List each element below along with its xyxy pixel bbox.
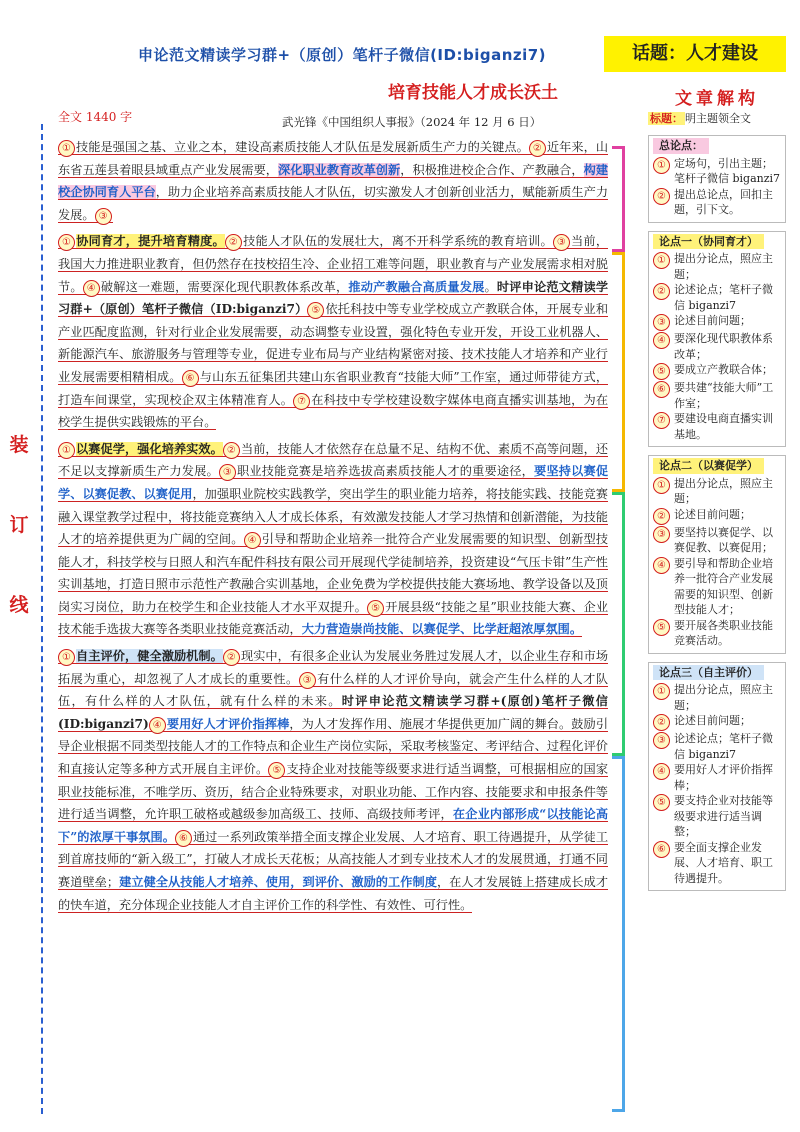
bracket-point-1 <box>612 252 625 492</box>
sentence-number: ⑤ <box>307 302 324 319</box>
structure-item-number: ① <box>653 477 670 494</box>
structure-item-text: 提出分论点，照应主题； <box>674 476 773 505</box>
sentence-text: 当前，技能人才依然存在总量不足、结构不优、素质不高等问题，还不足以支撑新质生产力发展。 <box>58 441 609 479</box>
sentence-number: ④ <box>244 532 261 549</box>
sentence-text: 在科技中专学校建设数字媒体电商直播实训基地，为在校学生提供实践锻炼的平台。 <box>58 392 609 430</box>
structure-item <box>653 362 781 380</box>
structure-item-text: 要支持企业对技能等级要求进行适当调整； <box>674 794 773 838</box>
structure-item-number: ③ <box>653 314 670 331</box>
sentence-text: ，为人才发挥作用、施展才华提供更加广阔的舞台。鼓励引导企业根据不同类型技能人才的工作特点和企业生产岗位实际，采取考核鉴定、考评结合、过程化评价和直接认定等多种方式开展自主评价。 <box>58 716 609 777</box>
key-phrase: 建立健全从技能人才培养、使用，到评价、激励的工作制度 <box>119 875 437 889</box>
structure-item-number: ⑤ <box>653 619 670 636</box>
structure-item-number: ⑥ <box>653 381 670 398</box>
sentence-number: ⑤ <box>268 762 285 779</box>
sentence-text: 支持企业对技能等级要求进行适当调整，可根据相应的国家职业技能标准，不唯学历、资历，结合企业特殊要求，对职业功能、工作内容、技能要求和申报条件等进行适当调整，允许职工破格或越级参加高级工、技师、高级技师考评， <box>58 762 609 822</box>
structure-item-text: 提出总论点，回扣主题，引下文。 <box>674 187 773 216</box>
structure-item <box>653 793 781 840</box>
sentence-number: ④ <box>83 280 100 297</box>
structure-item-text: 要全面支撑企业发展、人才培育、职工待遇提升。 <box>674 840 773 885</box>
sentence-text: 现实中，有很多企业认为发展业务胜过发展人才，以企业生存和市场拓展为重心，却忽视了人才成长的重要性。 <box>58 649 609 686</box>
structure-box <box>648 455 786 654</box>
sub-thesis: 协同育才，提升培育精度。 <box>76 234 225 249</box>
structure-item <box>653 731 781 762</box>
sentence-text: 技能人才队伍的发展壮大，离不开科学系统的教育培训。 <box>242 234 553 249</box>
key-phrase: 要用好人才评价指挥棒 <box>166 716 290 731</box>
sentence-number: ⑤ <box>367 600 384 617</box>
structure-item-number: ① <box>653 252 670 269</box>
structure-item <box>653 840 781 887</box>
structure-item-number: ⑤ <box>653 363 670 380</box>
sentence-text: ，在人才发展链上搭建成长成才的快车道，充分体现企业技能人才自主评价工作的科学性、有效性、可行性。 <box>58 875 609 912</box>
word-count: 全文 1440 字 <box>58 110 133 124</box>
key-phrase: 推动产教融合高质量发展 <box>348 279 485 294</box>
intro-tag: 标题： <box>650 112 683 125</box>
sentence-text: 当前，我国大力推进职业教育，但仍然存在技校招生冷、企业招工难等问题，职业教育与产业发展需求相对脱节。 <box>58 234 609 294</box>
structure-item-text: 要成立产教联合体； <box>674 363 773 376</box>
structure-item-number: ① <box>653 157 670 174</box>
structure-item-text: 提出分论点，照应主题； <box>674 252 773 281</box>
sentence-number: ③ <box>219 464 236 481</box>
structure-item <box>653 556 781 618</box>
bracket-point-2 <box>612 492 625 756</box>
structure-item <box>653 156 781 187</box>
structure-item-number: ⑦ <box>653 412 670 429</box>
sentence-number: ① <box>58 442 75 459</box>
structure-item <box>653 682 781 713</box>
structure-box <box>648 662 786 892</box>
sentence-text: 开展县级“技能之星”职业技能大赛、企业技术能手选拔大赛等各类职业技能竞赛活动， <box>58 599 609 637</box>
sentence-text: 技能是强国之基、立业之本，建设高素质技能人才队伍是发展新质生产力的关键点。 <box>76 140 529 154</box>
sentence-number: ③ <box>299 672 316 689</box>
key-phrase: 在企业内部形成“以技能论高下”的浓厚干事氛围。 <box>58 807 609 844</box>
paragraph <box>58 645 608 916</box>
structure-item <box>653 762 781 793</box>
sentence-text: ，加强职业院校实践教学，突出学生的职业能力培养，将技能实践、技能竞赛融入课堂教学过程中，将技能竞赛纳入人才成长体系，有效激发技能人才学习热情和创新潜能，为技能人才的培养提供更为广阔的空间。 <box>58 486 608 547</box>
sentence-text: 职业技能竞赛是培养选拔高素质技能人才的重要途径， <box>236 464 534 479</box>
structure-item <box>653 380 781 411</box>
sentence-text: 。 <box>484 279 497 294</box>
sentence-number: ② <box>225 234 242 251</box>
structure-item <box>653 525 781 556</box>
structure-item-text: 论述目前问题； <box>674 507 751 521</box>
watermark-line: 时评申论范文精读学习群+(原创)笔杆子微信(ID:biganzi7) <box>58 694 608 731</box>
binding-mark: 订 <box>9 514 29 536</box>
structure-item-number: ① <box>653 683 670 700</box>
structure-item-text: 要共建“技能大师”工作室； <box>674 381 774 410</box>
structure-item <box>653 313 781 331</box>
sentence-number: ⑥ <box>175 830 192 847</box>
header-line: 申论范文精读学习群+（原创）笔杆子微信(ID:biganzi7) <box>138 46 547 64</box>
paragraph-text <box>58 234 608 430</box>
sentence-text: 破解这一难题，需要深化现代职教体系改革， <box>100 279 349 294</box>
structure-item-number: ④ <box>653 332 670 349</box>
sidebar-title: 文章解构 <box>675 89 759 109</box>
sentence-number: ③ <box>95 208 112 225</box>
sidebar-sections <box>648 135 786 891</box>
structure-item <box>653 713 781 731</box>
sentence-number: ② <box>223 649 240 666</box>
sentence-text: ，助力企业培养高素质技能人才队伍，切实激发人才创新创业活力，赋能新质生产力发展。 <box>58 185 609 222</box>
structure-item-number: ④ <box>653 763 670 780</box>
bracket-intro <box>612 146 625 252</box>
structure-item-number: ② <box>653 508 670 525</box>
key-phrase: 大力营造崇尚技能、以赛促学、比学赶超浓厚氛围。 <box>301 622 583 637</box>
topic-badge: 话题：人才建设 <box>604 36 786 72</box>
article-title: 培育技能人才成长沃土 <box>388 83 558 103</box>
structure-item <box>653 476 781 507</box>
sentence-number: ③ <box>553 234 570 251</box>
structure-item-text: 论述论点；笔杆子微信 biganzi7 <box>674 732 773 761</box>
sentence-text: 通过一系列政策举措全面支撑企业发展、人才培育、职工待遇提升，从学徒工到首席技师的“新入级工”，打破人才成长天花板；从高技能人才到专业技术人才的发展贯通，打通不同赛道壁垒； <box>58 829 609 889</box>
structure-item-text: 提出分论点，照应主题； <box>674 683 773 712</box>
sentence-number: ⑦ <box>293 393 310 410</box>
paragraph-text <box>58 140 608 223</box>
structure-item-text: 定场句，引出主题；笔杆子微信 biganzi7 <box>674 156 781 185</box>
binding-dashed-line <box>41 124 43 1114</box>
structure-item-number: ③ <box>653 732 670 749</box>
key-phrase: 构建校企协同育人平台 <box>58 162 609 200</box>
structure-box-head: 论点一（协同育才） <box>653 234 764 250</box>
structure-box <box>648 231 786 448</box>
structure-item <box>653 282 781 313</box>
structure-item <box>653 411 781 442</box>
sub-thesis: 自主评价，健全激励机制。 <box>76 649 223 664</box>
structure-item-text: 要坚持以赛促学、以赛促教、以赛促用； <box>674 525 773 554</box>
structure-item <box>653 507 781 525</box>
paragraph <box>58 230 608 433</box>
structure-item-text: 要开展各类职业技能竞赛活动。 <box>674 618 773 647</box>
paragraph <box>58 136 608 226</box>
sentence-text: 引导和帮助企业培养一批符合产业发展需要的知识型、创新型技能人才，科技学校与日照人和汽车配件科技有限公司开展现代学徒制培养，投资建设“气压卡钳”生产性实训基地，打造日照市示范性产教融合实训基地，企业免费为学校提供技能大赛场地、教学设备以及顶岗实习岗位，助力在校学生和企业技能人才水平双提升。 <box>58 532 609 614</box>
structure-box-head: 论点三（自主评价） <box>653 665 764 681</box>
sentence-number: ② <box>223 442 240 459</box>
byline: 武光锋《中国组织人事报》（2024 年 12 月 6 日） <box>282 115 542 129</box>
sentence-text: 近年来，山东省五莲县着眼县域重点产业发展需要， <box>58 140 609 177</box>
structure-item-number: ② <box>653 283 670 300</box>
sentence-number: ② <box>529 140 546 157</box>
sentence-text: 有什么样的人才评价导向，就会产生什么样的人才队伍，有什么样的人才队伍，就有什么样的未来。 <box>58 671 609 709</box>
key-phrase: 深化职业教育改革创新 <box>278 162 401 177</box>
structure-item-number: ⑥ <box>653 841 670 858</box>
paragraph <box>58 438 608 641</box>
structure-item-number: ③ <box>653 526 670 543</box>
structure-item <box>653 618 781 649</box>
structure-item-text: 要建设电商直播实训基地。 <box>674 412 773 441</box>
key-phrase: 要坚持以赛促学、以赛促教、以赛促用 <box>58 464 609 501</box>
watermark-line: 时评申论范文精读学习群+（原创）笔杆子微信（ID:biganzi7） <box>58 279 609 317</box>
sentence-number: ⑥ <box>182 370 199 387</box>
structure-item <box>653 251 781 282</box>
structure-item-number: ② <box>653 714 670 731</box>
sentence-text: 与山东五征集团共建山东省职业教育“技能大师”工作室，通过师带徒方式，打造车间课堂，实现校企双主体精准育人。 <box>58 369 609 407</box>
sentence-number: ① <box>58 140 75 157</box>
structure-item <box>653 331 781 362</box>
structure-sidebar <box>648 84 786 891</box>
structure-item-text: 论述论点；笔杆子微信 biganzi7 <box>674 283 773 312</box>
sentence-number: ④ <box>149 717 166 734</box>
binding-mark: 线 <box>9 594 29 616</box>
binding-mark: 装 <box>9 434 29 456</box>
structure-item-number: ⑤ <box>653 794 670 811</box>
structure-item-text: 要深化现代职教体系改革； <box>674 332 773 361</box>
structure-box-head: 论点二（以赛促学） <box>653 458 764 474</box>
sentence-number: ① <box>58 649 75 666</box>
sub-thesis: 以赛促学，强化培养实效。 <box>76 441 223 456</box>
bracket-point-3 <box>612 756 625 1112</box>
binding-marks <box>8 430 30 670</box>
structure-item-number: ② <box>653 188 670 205</box>
structure-item-text: 论述目前问题； <box>674 714 751 727</box>
structure-item <box>653 187 781 218</box>
structure-item-number: ④ <box>653 557 670 574</box>
intro-text: 明主题领全文 <box>685 112 751 125</box>
paragraph-text <box>58 649 608 913</box>
paragraph-text <box>58 442 608 638</box>
sentence-text: ，积极推进校企合作、产教融合， <box>400 162 584 177</box>
structure-item-text: 要引导和帮助企业培养一批符合产业发展需要的知识型、创新型技能人才； <box>674 556 773 616</box>
structure-item-text: 论述目前问题； <box>674 314 751 327</box>
sidebar-intro <box>648 111 786 127</box>
structure-item-text: 要用好人才评价指挥棒； <box>674 763 773 792</box>
structure-box-head: 总论点： <box>653 138 709 154</box>
sentence-text: 依托科技中等专业学校成立产教联合体，开展专业和产业匹配度监测，针对行业企业发展需要，动态调整专业设置，强化特色专业开发，开设工业机器人、新能源汽车、旅游服务与管理等专业，促进专业布局与产业结构紧密对接、技术技能人才培养和产业行业发展需要相精相成。 <box>58 302 609 384</box>
sentence-number: ① <box>58 234 75 251</box>
article-body <box>58 136 608 920</box>
structure-box <box>648 135 786 223</box>
